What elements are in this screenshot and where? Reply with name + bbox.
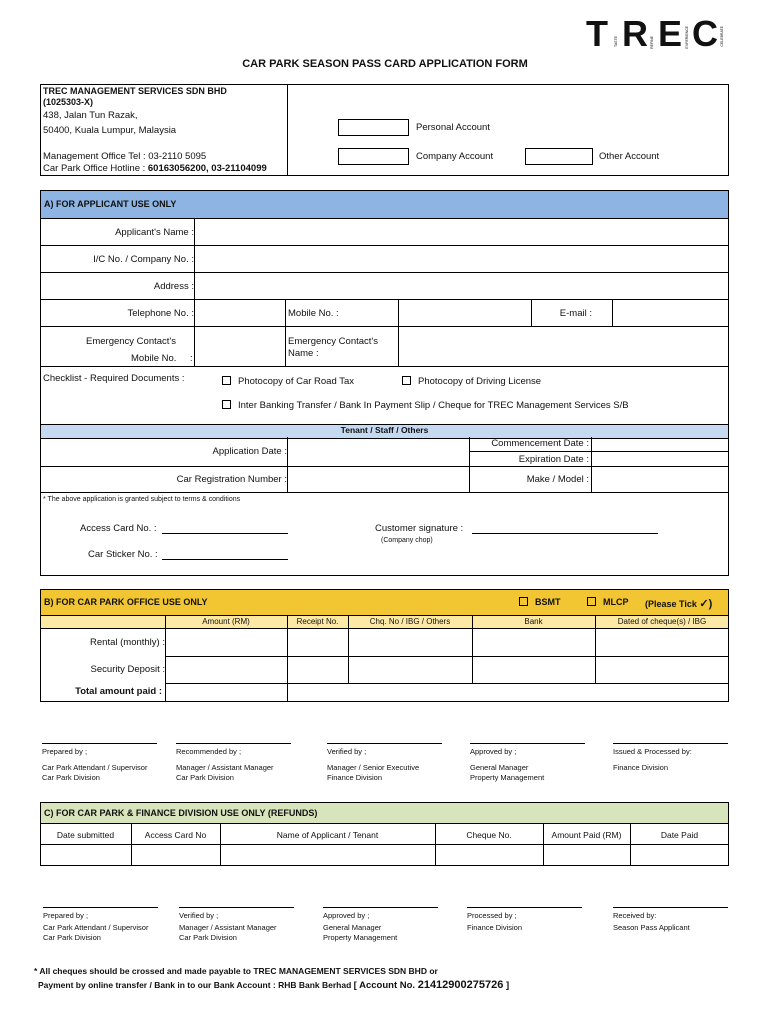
c-row-cheque[interactable] bbox=[436, 845, 543, 865]
car-reg-label: Car Registration Number : bbox=[176, 474, 287, 485]
c-row-amount-paid[interactable] bbox=[544, 845, 630, 865]
sig1-issued-title: Issued & Processed by: bbox=[613, 747, 692, 756]
car-sticker-label: Car Sticker No. : bbox=[88, 549, 158, 560]
company-account-checkbox[interactable] bbox=[338, 148, 409, 165]
telephone-label: Telephone No. : bbox=[127, 308, 194, 319]
please-tick-label: (Please Tick bbox=[645, 599, 697, 609]
other-account-checkbox[interactable] bbox=[525, 148, 593, 165]
bsmt-option[interactable] bbox=[519, 597, 561, 607]
sig2-approved bbox=[323, 911, 397, 943]
ic-no-field[interactable] bbox=[195, 246, 728, 272]
footer-account-number: 21412900275726 bbox=[417, 979, 504, 991]
sig2-approved-title: Approved by ; bbox=[323, 911, 370, 920]
doc3-label: Inter Banking Transfer / Bank In Payment Slip / Cheque for TREC Management Services S/B bbox=[238, 400, 629, 411]
checklist-label: Checklist - Required Documents : bbox=[43, 373, 185, 384]
make-model-field[interactable] bbox=[592, 467, 728, 492]
c-row-access-card[interactable] bbox=[132, 845, 220, 865]
b-header-receipt: Receipt No. bbox=[296, 617, 339, 626]
sig1-prepared-title: Prepared by ; bbox=[42, 747, 88, 756]
company-name: TREC MANAGEMENT SERVICES SDN BHD bbox=[43, 86, 227, 96]
sig2-prepared-title: Prepared by ; bbox=[43, 911, 89, 920]
footer-line1: * All cheques should be crossed and made payable to TREC MANAGEMENT SERVICES SDN BHD or bbox=[34, 966, 438, 976]
telephone-field[interactable] bbox=[195, 300, 285, 326]
hotline-label: Car Park Office Hotline : bbox=[43, 163, 148, 174]
footer-line2 bbox=[38, 979, 509, 991]
doc1-checkbox[interactable] bbox=[222, 376, 231, 385]
c-header-access-card: Access Card No bbox=[144, 830, 207, 840]
logo-sub-celebrate: CELEBRATE bbox=[720, 26, 724, 47]
rental-amount-field[interactable] bbox=[166, 629, 287, 656]
total-label: Total amount paid : bbox=[75, 686, 162, 697]
sig2-verified-role: Manager / Assistant Manager bbox=[179, 923, 277, 932]
expiration-date-field[interactable] bbox=[592, 452, 728, 466]
sig2-received-role: Season Pass Applicant bbox=[613, 923, 690, 932]
sig1-approved-div: Property Management bbox=[470, 773, 545, 782]
security-label: Security Deposit : bbox=[90, 664, 165, 675]
logo-sub-taste: TASTE bbox=[614, 36, 618, 48]
section-c-title: C) FOR CAR PARK & FINANCE DIVISION USE ONLY (REFUNDS) bbox=[44, 808, 318, 818]
section-b-title: B) FOR CAR PARK OFFICE USE ONLY bbox=[44, 597, 208, 607]
address-field[interactable] bbox=[195, 273, 728, 299]
c-header-date-paid: Date Paid bbox=[660, 830, 699, 840]
mlcp-option[interactable] bbox=[587, 597, 629, 607]
bsmt-checkbox[interactable] bbox=[519, 597, 528, 606]
logo-letter-c: C bbox=[692, 13, 718, 54]
other-account-label: Other Account bbox=[599, 151, 660, 162]
sig1-prepared bbox=[42, 747, 147, 783]
sig2-received bbox=[613, 911, 690, 933]
make-model-label: Make / Model : bbox=[526, 474, 589, 485]
mlcp-label: MLCP bbox=[603, 597, 629, 607]
doc1-item[interactable] bbox=[222, 376, 354, 387]
doc3-item[interactable] bbox=[222, 400, 629, 411]
mobile-label: Mobile No. : bbox=[288, 308, 339, 319]
company-hotline bbox=[43, 163, 267, 174]
logo-letter-e: E bbox=[658, 13, 683, 54]
c-header-cheque: Cheque No. bbox=[466, 830, 512, 840]
sig2-prepared-role: Car Park Attendant / Supervisor bbox=[43, 923, 149, 932]
company-addr2: 50400, Kuala Lumpur, Malaysia bbox=[43, 125, 177, 136]
logo-letter-t: T bbox=[586, 13, 608, 54]
bsmt-label: BSMT bbox=[535, 597, 561, 607]
address-label: Address : bbox=[153, 281, 194, 292]
emergency-mobile-colon: : bbox=[190, 353, 193, 364]
application-date-field[interactable] bbox=[288, 438, 469, 466]
tick-mark-icon: ✓) bbox=[699, 598, 713, 610]
sig1-recommended bbox=[176, 747, 274, 783]
sig1-approved bbox=[470, 747, 544, 783]
company-account-label: Company Account bbox=[416, 151, 494, 162]
c-header-date-submitted: Date submitted bbox=[56, 830, 115, 840]
logo-sub-refine: REFINE bbox=[650, 36, 654, 49]
company-chop-label: (Company chop) bbox=[381, 537, 433, 544]
sig1-recommended-role: Manager / Assistant Manager bbox=[176, 763, 274, 772]
email-field[interactable] bbox=[613, 300, 728, 326]
sig1-verified-role: Manager / Senior Executive bbox=[327, 763, 420, 772]
form-title: CAR PARK SEASON PASS CARD APPLICATION FORM bbox=[242, 58, 528, 70]
logo-letter-r: R bbox=[622, 13, 648, 54]
security-amount-field[interactable] bbox=[166, 657, 287, 683]
sig2-prepared bbox=[43, 911, 148, 943]
trec-logo bbox=[586, 13, 726, 56]
b-header-amount: Amount (RM) bbox=[202, 617, 250, 626]
footer-bracket: ] bbox=[503, 980, 510, 991]
emergency-mobile-label-1: Emergency Contact's bbox=[86, 336, 176, 347]
emergency-mobile-label-2: Mobile No. bbox=[131, 353, 177, 364]
rental-label: Rental (monthly) : bbox=[90, 637, 165, 648]
sig1-approved-role: General Manager bbox=[470, 763, 529, 772]
emergency-name-label-1: Emergency Contact's bbox=[288, 336, 378, 347]
commencement-date-field[interactable] bbox=[592, 438, 728, 451]
sig2-verified bbox=[179, 911, 277, 943]
access-card-line[interactable] bbox=[162, 533, 288, 534]
sig2-prepared-div: Car Park Division bbox=[43, 933, 101, 942]
doc3-checkbox[interactable] bbox=[222, 400, 231, 409]
mobile-field[interactable] bbox=[399, 300, 531, 326]
access-card-label: Access Card No. : bbox=[80, 523, 157, 534]
c-header-name: Name of Applicant / Tenant bbox=[276, 830, 379, 840]
car-reg-field[interactable] bbox=[288, 467, 469, 492]
application-date-label: Application Date : bbox=[212, 446, 287, 457]
sig2-processed-role: Finance Division bbox=[467, 923, 523, 932]
c-row-date-submitted[interactable] bbox=[41, 845, 131, 865]
customer-signature-line[interactable] bbox=[472, 533, 658, 534]
personal-account-label: Personal Account bbox=[416, 122, 490, 133]
company-tel: Management Office Tel : 03-2110 5095 bbox=[43, 151, 207, 162]
expiration-date-label: Expiration Date : bbox=[518, 454, 589, 465]
doc2-item[interactable] bbox=[402, 376, 541, 387]
applicant-name-field[interactable] bbox=[195, 219, 728, 245]
company-addr1: 438, Jalan Tun Razak, bbox=[43, 110, 138, 121]
please-tick bbox=[645, 597, 712, 610]
sig1-recommended-div: Car Park Division bbox=[176, 773, 234, 782]
sig1-issued bbox=[613, 747, 692, 773]
sig1-recommended-title: Recommended by ; bbox=[176, 747, 242, 756]
doc2-label: Photocopy of Driving License bbox=[418, 376, 542, 387]
terms-note: * The above application is granted subject to terms & conditions bbox=[43, 496, 241, 503]
b-header-cheque: Chq. No / IBG / Others bbox=[369, 617, 451, 626]
doc2-checkbox[interactable] bbox=[402, 376, 411, 385]
personal-account-checkbox[interactable] bbox=[338, 119, 409, 136]
sig1-verified bbox=[327, 747, 419, 783]
sig1-verified-title: Verified by ; bbox=[327, 747, 367, 756]
sig1-approved-title: Approved by ; bbox=[470, 747, 517, 756]
sig2-processed bbox=[467, 911, 522, 933]
hotline-number: 60163056200, 03-21104099 bbox=[147, 163, 267, 174]
sig1-verified-div: Finance Division bbox=[327, 773, 383, 782]
section-a-title: A) FOR APPLICANT USE ONLY bbox=[44, 199, 177, 209]
sig1-prepared-role: Car Park Attendant / Supervisor bbox=[42, 763, 148, 772]
sig2-received-title: Received by: bbox=[613, 911, 657, 920]
sig2-verified-title: Verified by ; bbox=[179, 911, 219, 920]
sig1-prepared-div: Car Park Division bbox=[42, 773, 100, 782]
email-label: E-mail : bbox=[559, 308, 592, 319]
commencement-date-label: Commencement Date : bbox=[491, 438, 589, 449]
sig2-processed-title: Processed by ; bbox=[467, 911, 517, 920]
tenant-bar-label: Tenant / Staff / Others bbox=[340, 425, 429, 435]
c-row-date-paid[interactable] bbox=[631, 845, 728, 865]
mlcp-checkbox[interactable] bbox=[587, 597, 596, 606]
c-row-name[interactable] bbox=[221, 845, 435, 865]
ic-no-label: I/C No. / Company No. : bbox=[93, 254, 194, 265]
emergency-name-field[interactable] bbox=[399, 327, 728, 366]
logo-sub-experience: EXPERIENCE bbox=[685, 26, 689, 49]
footer-account-label: [ Account No. bbox=[353, 980, 418, 991]
sig1-issued-role: Finance Division bbox=[613, 763, 669, 772]
total-amount-field[interactable] bbox=[166, 684, 287, 702]
applicant-name-label: Applicant's Name : bbox=[115, 227, 194, 238]
sig2-approved-role: General Manager bbox=[323, 923, 382, 932]
car-sticker-line[interactable] bbox=[162, 559, 288, 560]
customer-signature-label: Customer signature : bbox=[375, 523, 464, 534]
c-header-amount-paid: Amount Paid (RM) bbox=[551, 830, 622, 840]
b-header-bank: Bank bbox=[524, 617, 543, 626]
emergency-mobile-field[interactable] bbox=[195, 327, 285, 366]
sig2-approved-div: Property Management bbox=[323, 933, 398, 942]
emergency-name-label-2: Name : bbox=[288, 348, 319, 359]
footer-bank: Payment by online transfer / Bank in to our Bank Account : RHB Bank Berhad bbox=[38, 980, 354, 990]
doc1-label: Photocopy of Car Road Tax bbox=[238, 376, 355, 387]
company-reg: (1025303-X) bbox=[43, 97, 94, 107]
sig2-verified-div: Car Park Division bbox=[179, 933, 237, 942]
b-header-date: Dated of cheque(s) / IBG bbox=[617, 617, 707, 626]
